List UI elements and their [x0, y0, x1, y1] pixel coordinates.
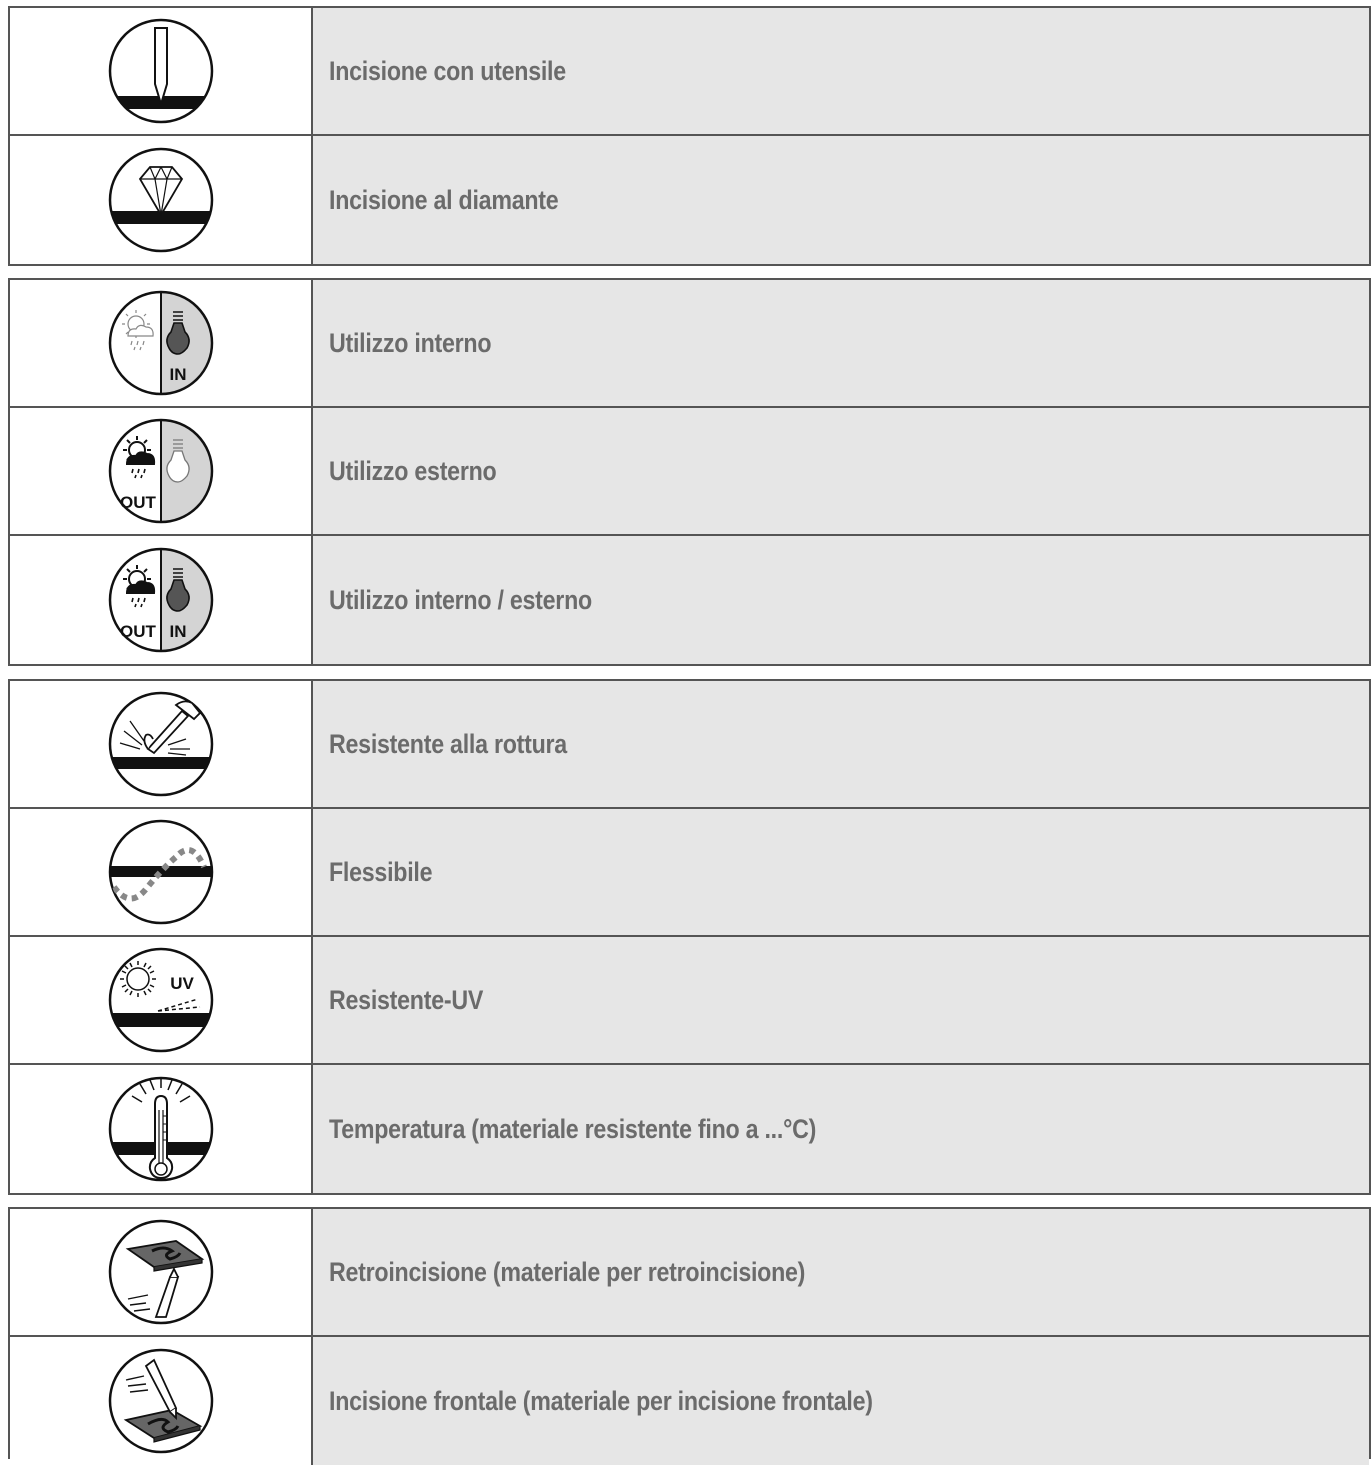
flexible-icon	[106, 817, 216, 927]
break-resistant-icon	[106, 689, 216, 799]
indoor-outdoor-use-icon	[106, 545, 216, 655]
row-label: Incisione con utensile	[329, 55, 566, 86]
row-label: Resistente alla rottura	[329, 728, 567, 759]
in-badge: IN	[169, 622, 186, 641]
thermometer-icon	[106, 1074, 216, 1184]
row-label: Utilizzo interno / esterno	[329, 584, 592, 615]
table-row	[10, 408, 1369, 536]
row-label: Incisione al diamante	[329, 184, 559, 215]
table-row	[10, 1065, 1369, 1193]
front-engraving-icon	[106, 1346, 216, 1456]
row-label: Flessibile	[329, 856, 433, 887]
tool-engraving-icon	[106, 16, 216, 126]
row-label: Incisione frontale (materiale per incisione frontale)	[329, 1385, 873, 1416]
out-badge: OUT	[119, 493, 156, 512]
table-row	[10, 280, 1369, 408]
table-row	[10, 1337, 1369, 1465]
table-row	[10, 809, 1369, 937]
row-label: Resistente-UV	[329, 984, 484, 1015]
table-row	[10, 1209, 1369, 1337]
row-label: Utilizzo interno	[329, 327, 492, 358]
table-row	[10, 681, 1369, 809]
uv-resistant-icon	[106, 945, 216, 1055]
diamond-engraving-icon	[106, 145, 216, 255]
row-label: Retroincisione (materiale per retroincisione)	[329, 1256, 806, 1287]
usage-environment-group	[8, 278, 1371, 666]
in-badge: IN	[169, 365, 186, 384]
engraving-method-group	[8, 6, 1371, 266]
row-label: Temperatura (materiale resistente fino a ...°C)	[329, 1113, 817, 1144]
table-row	[10, 136, 1369, 264]
engraving-side-group	[8, 1207, 1371, 1459]
indoor-use-icon	[106, 288, 216, 398]
reverse-engraving-icon	[106, 1217, 216, 1327]
uv-badge: UV	[169, 974, 194, 993]
out-badge: OUT	[119, 622, 156, 641]
material-properties-group	[8, 679, 1371, 1195]
table-row	[10, 536, 1369, 664]
row-label: Utilizzo esterno	[329, 455, 497, 486]
table-row	[10, 937, 1369, 1065]
table-row	[10, 8, 1369, 136]
outdoor-use-icon	[106, 416, 216, 526]
